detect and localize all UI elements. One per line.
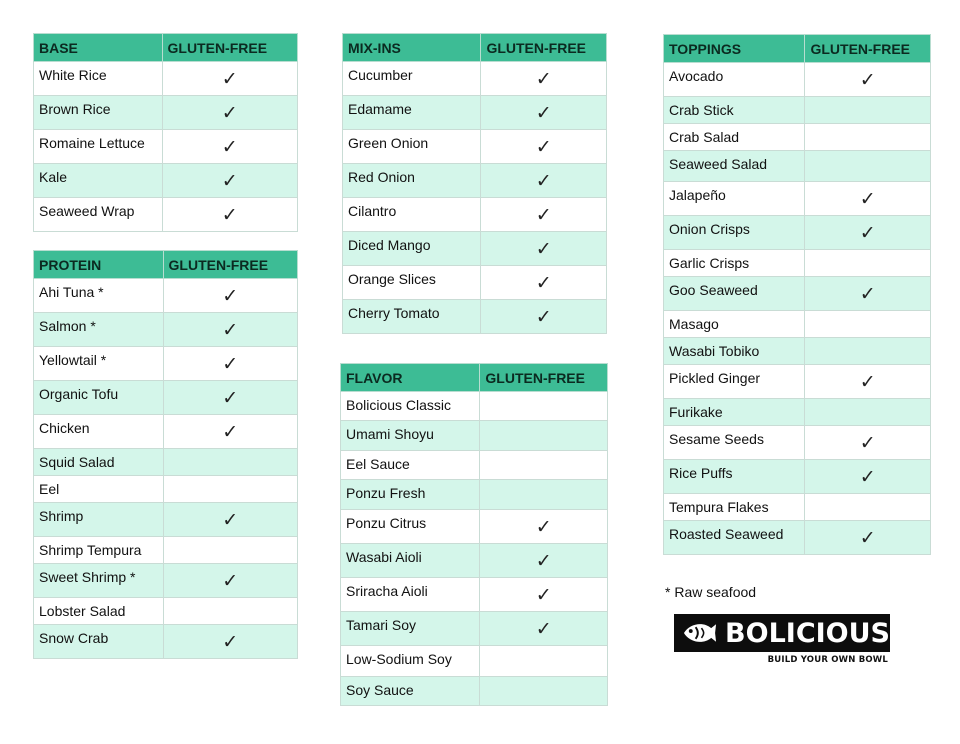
base-header: BASE (34, 34, 163, 62)
table-row (664, 460, 931, 494)
ingredient-name: Wasabi Tobiko (664, 338, 805, 365)
ingredient-name: Roasted Seaweed (664, 521, 805, 555)
ingredient-name: Crab Salad (664, 124, 805, 151)
table-row (34, 449, 298, 476)
gluten-free-check: ✓ (163, 381, 297, 415)
flavor-gluten-free-header: GLUTEN-FREE (480, 364, 608, 392)
table-row (34, 313, 298, 347)
table-row (343, 62, 607, 96)
ingredient-name: Ponzu Fresh (341, 480, 480, 510)
table-row (341, 510, 608, 544)
gluten-free-check (805, 151, 931, 182)
gluten-free-check (480, 480, 608, 510)
ingredient-name: Tempura Flakes (664, 494, 805, 521)
ingredient-name: Red Onion (343, 164, 481, 198)
ingredient-name: Sweet Shrimp * (34, 564, 164, 598)
gluten-free-check (480, 451, 608, 480)
gluten-free-check (163, 537, 297, 564)
table-row (34, 347, 298, 381)
table-row (34, 476, 298, 503)
ingredient-name: Seaweed Salad (664, 151, 805, 182)
protein-gluten-free-header: GLUTEN-FREE (163, 251, 297, 279)
ingredient-name: Onion Crisps (664, 216, 805, 250)
mixins-gluten-free-header: GLUTEN-FREE (481, 34, 607, 62)
table-row (664, 521, 931, 555)
bolicious-logo (674, 614, 890, 670)
gluten-free-check: ✓ (805, 277, 931, 311)
mixins-table (342, 33, 607, 334)
gluten-free-check: ✓ (481, 62, 607, 96)
gluten-free-check: ✓ (481, 164, 607, 198)
toppings-table (663, 34, 931, 555)
ingredient-name: Squid Salad (34, 449, 164, 476)
ingredient-name: Pickled Ginger (664, 365, 805, 399)
ingredient-name: Cucumber (343, 62, 481, 96)
ingredient-name: Tamari Soy (341, 612, 480, 646)
gluten-free-check: ✓ (162, 62, 298, 96)
gluten-free-check (480, 677, 608, 706)
base-table (33, 33, 298, 232)
gluten-free-check: ✓ (163, 415, 297, 449)
gluten-free-check: ✓ (481, 232, 607, 266)
gluten-free-check (163, 598, 297, 625)
ingredient-name: Kale (34, 164, 163, 198)
gluten-free-check: ✓ (163, 564, 297, 598)
ingredient-name: Snow Crab (34, 625, 164, 659)
gluten-free-check: ✓ (480, 544, 608, 578)
gluten-free-check: ✓ (481, 266, 607, 300)
ingredient-name: Ponzu Citrus (341, 510, 480, 544)
gluten-free-check: ✓ (163, 625, 297, 659)
table-row (341, 646, 608, 677)
flavor-header: FLAVOR (341, 364, 480, 392)
gluten-free-check (805, 338, 931, 365)
table-row (664, 311, 931, 338)
gluten-free-check: ✓ (481, 300, 607, 334)
table-row (664, 182, 931, 216)
table-row (343, 266, 607, 300)
gluten-free-check (805, 97, 931, 124)
table-row (343, 232, 607, 266)
ingredient-name: Sriracha Aioli (341, 578, 480, 612)
table-row (341, 677, 608, 706)
table-row (664, 97, 931, 124)
ingredient-name: Jalapeño (664, 182, 805, 216)
ingredient-name: Organic Tofu (34, 381, 164, 415)
table-row (664, 338, 931, 365)
raw-seafood-note: * Raw seafood (665, 584, 757, 600)
ingredient-name: Garlic Crisps (664, 250, 805, 277)
gluten-free-check: ✓ (481, 96, 607, 130)
gluten-free-check (480, 646, 608, 677)
table-row (664, 399, 931, 426)
gluten-free-check: ✓ (805, 460, 931, 494)
ingredient-name: Eel Sauce (341, 451, 480, 480)
ingredient-name: Sesame Seeds (664, 426, 805, 460)
gluten-free-check: ✓ (162, 96, 298, 130)
ingredient-name: Shrimp Tempura (34, 537, 164, 564)
table-row (34, 130, 298, 164)
table-row (664, 250, 931, 277)
table-row (664, 216, 931, 250)
gluten-free-check: ✓ (805, 426, 931, 460)
gluten-free-check: ✓ (163, 503, 297, 537)
ingredient-name: Orange Slices (343, 266, 481, 300)
table-row (34, 164, 298, 198)
gluten-free-check: ✓ (805, 182, 931, 216)
ingredient-name: Lobster Salad (34, 598, 164, 625)
gluten-free-check: ✓ (163, 279, 297, 313)
ingredient-name: Salmon * (34, 313, 164, 347)
ingredient-name: Crab Stick (664, 97, 805, 124)
gluten-free-check: ✓ (805, 521, 931, 555)
gluten-free-check: ✓ (805, 365, 931, 399)
gluten-free-check: ✓ (480, 612, 608, 646)
ingredient-name: Edamame (343, 96, 481, 130)
ingredient-name: Seaweed Wrap (34, 198, 163, 232)
table-row (341, 421, 608, 451)
ingredient-name: Green Onion (343, 130, 481, 164)
table-row (343, 130, 607, 164)
ingredient-name: Goo Seaweed (664, 277, 805, 311)
gluten-free-check: ✓ (805, 63, 931, 97)
gluten-free-check (805, 311, 931, 338)
gluten-free-check (805, 399, 931, 426)
table-row (34, 96, 298, 130)
ingredient-name: Low-Sodium Soy (341, 646, 480, 677)
table-row (34, 564, 298, 598)
gluten-free-check: ✓ (163, 347, 297, 381)
table-row (664, 365, 931, 399)
gluten-free-check: ✓ (481, 130, 607, 164)
table-row (341, 578, 608, 612)
toppings-header: TOPPINGS (664, 35, 805, 63)
gluten-free-check: ✓ (480, 510, 608, 544)
ingredient-name: Eel (34, 476, 164, 503)
gluten-free-check: ✓ (162, 198, 298, 232)
ingredient-name: Umami Shoyu (341, 421, 480, 451)
gluten-free-check (805, 250, 931, 277)
table-row (343, 96, 607, 130)
table-row (34, 198, 298, 232)
gluten-free-check: ✓ (163, 313, 297, 347)
ingredient-name: Yellowtail * (34, 347, 164, 381)
ingredient-name: Chicken (34, 415, 164, 449)
table-row (34, 381, 298, 415)
ingredient-name: Shrimp (34, 503, 164, 537)
gluten-free-check: ✓ (162, 164, 298, 198)
table-row (34, 503, 298, 537)
table-row (664, 277, 931, 311)
gluten-free-check (480, 392, 608, 421)
table-row (341, 480, 608, 510)
table-row (664, 151, 931, 182)
gluten-free-check: ✓ (162, 130, 298, 164)
gluten-free-check (163, 476, 297, 503)
fish-icon (682, 620, 717, 646)
gluten-free-check: ✓ (481, 198, 607, 232)
gluten-free-check: ✓ (805, 216, 931, 250)
ingredient-name: Diced Mango (343, 232, 481, 266)
ingredient-name: Cherry Tomato (343, 300, 481, 334)
table-row (664, 426, 931, 460)
gluten-free-check (805, 494, 931, 521)
protein-header: PROTEIN (34, 251, 164, 279)
table-row (664, 63, 931, 97)
table-row (343, 164, 607, 198)
table-row (34, 598, 298, 625)
table-row (341, 544, 608, 578)
mixins-header: MIX-INS (343, 34, 481, 62)
ingredient-name: Furikake (664, 399, 805, 426)
ingredient-name: Cilantro (343, 198, 481, 232)
table-row (341, 392, 608, 421)
ingredient-name: Romaine Lettuce (34, 130, 163, 164)
ingredient-name: Masago (664, 311, 805, 338)
gluten-free-check (163, 449, 297, 476)
ingredient-name: Soy Sauce (341, 677, 480, 706)
logo-badge (674, 614, 890, 652)
flavor-table (340, 363, 608, 706)
base-gluten-free-header: GLUTEN-FREE (162, 34, 298, 62)
table-row (341, 612, 608, 646)
table-row (343, 300, 607, 334)
table-row (343, 198, 607, 232)
ingredient-name: Brown Rice (34, 96, 163, 130)
table-row (664, 494, 931, 521)
ingredient-name: Wasabi Aioli (341, 544, 480, 578)
gluten-free-check (805, 124, 931, 151)
gluten-free-check (480, 421, 608, 451)
ingredient-name: Avocado (664, 63, 805, 97)
protein-table (33, 250, 298, 659)
table-row (34, 625, 298, 659)
logo-wordmark: BOLICIOUS (725, 617, 890, 649)
table-row (34, 62, 298, 96)
ingredient-name: Bolicious Classic (341, 392, 480, 421)
table-row (34, 415, 298, 449)
logo-tagline: BUILD YOUR OWN BOWL (767, 655, 888, 665)
gluten-free-check: ✓ (480, 578, 608, 612)
ingredient-name: Rice Puffs (664, 460, 805, 494)
toppings-gluten-free-header: GLUTEN-FREE (805, 35, 931, 63)
table-row (664, 124, 931, 151)
ingredient-name: Ahi Tuna * (34, 279, 164, 313)
ingredient-name: White Rice (34, 62, 163, 96)
table-row (34, 537, 298, 564)
table-row (34, 279, 298, 313)
table-row (341, 451, 608, 480)
